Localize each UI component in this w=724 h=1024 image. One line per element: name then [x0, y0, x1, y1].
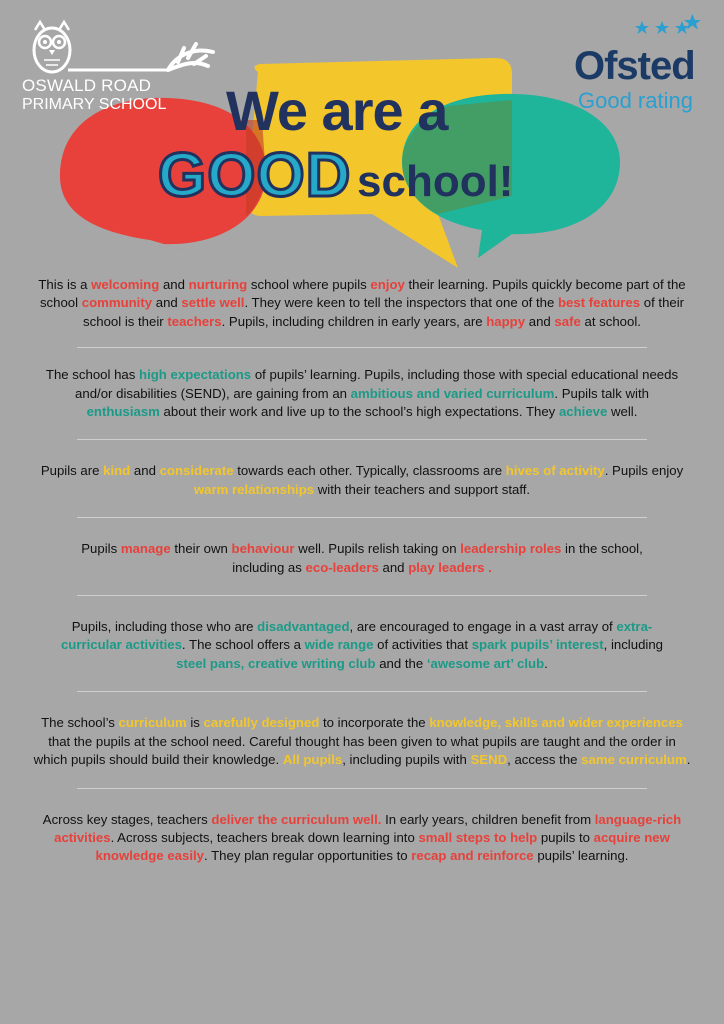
- paragraph-text: pupils to: [537, 829, 594, 845]
- highlighted-phrase: enthusiasm: [86, 404, 160, 420]
- paragraph-text: .: [544, 655, 548, 671]
- highlighted-phrase: nurturing: [188, 277, 248, 292]
- paragraph-text: with their teachers and support staff.: [314, 481, 531, 497]
- highlighted-phrase: extra-curricular activities: [60, 619, 653, 653]
- highlighted-phrase: warm relationships: [193, 481, 315, 497]
- paragraph-text: at school.: [580, 313, 641, 329]
- highlighted-phrase: manage: [120, 541, 171, 557]
- school-name-line2: PRIMARY SCHOOL: [22, 96, 167, 113]
- highlighted-phrase: safe: [554, 313, 581, 329]
- highlighted-phrase: welcoming: [91, 277, 160, 292]
- paragraph-text: . The school offers a: [181, 637, 305, 653]
- divider: [77, 347, 647, 348]
- paragraph-text: , access the: [507, 752, 582, 768]
- paragraph-text: of their school is their: [83, 295, 685, 329]
- paragraph-text: , are encouraged to engage in a vast array of: [349, 619, 617, 635]
- owl-logo-icon: [18, 12, 218, 76]
- summary-paragraph: [30, 276, 694, 331]
- paragraph-text: Pupils: [81, 541, 121, 557]
- highlighted-phrase: curriculum: [118, 715, 187, 731]
- highlighted-phrase: wide range: [304, 637, 374, 653]
- paragraph-text: . Pupils talk with: [554, 385, 649, 401]
- paragraph-text: . They plan regular opportunities to: [204, 848, 412, 864]
- paragraph-text: . Pupils enjoy: [604, 463, 684, 479]
- paragraph-text: . Pupils, including children in early years, are: [221, 313, 487, 329]
- highlighted-phrase: knowledge, skills and wider experiences: [429, 715, 683, 731]
- ofsted-rating: Good rating: [578, 88, 693, 113]
- paragraph-text: .: [686, 752, 691, 768]
- paragraph-text: The school has: [45, 367, 140, 383]
- paragraph-text: and: [159, 277, 189, 292]
- paragraph-text: to incorporate the: [319, 715, 430, 731]
- paragraph-text: and: [378, 559, 409, 575]
- paragraph-text: Pupils, including those who are: [71, 619, 258, 635]
- highlighted-phrase: spark pupils’ interest: [471, 637, 604, 653]
- headline-good: GOOD: [158, 141, 352, 210]
- ofsted-wordmark: Ofsted: [574, 44, 695, 88]
- highlighted-phrase: acquire new knowledge easily: [95, 829, 670, 864]
- highlighted-phrase: small steps to help: [418, 829, 538, 845]
- highlighted-phrase: play leaders .: [408, 559, 492, 575]
- highlighted-phrase: disadvantaged: [257, 619, 350, 635]
- highlighted-phrase: carefully designed: [203, 715, 320, 731]
- paragraph-text: of activities that: [373, 637, 472, 653]
- summary-paragraph: [30, 462, 694, 499]
- paragraph-text: This is a: [38, 277, 92, 292]
- paragraph-text: In early years, children benefit from: [381, 811, 595, 827]
- ofsted-badge: [570, 14, 710, 114]
- paragraph-text: about their work and live up to the school’s high expectations. They: [159, 404, 559, 420]
- paragraph-text: is: [186, 715, 204, 731]
- paragraph-text: Across key stages, teachers: [42, 811, 212, 827]
- paragraph-text: and the: [375, 655, 427, 671]
- highlighted-phrase: enjoy: [370, 277, 405, 292]
- paragraph-text: pupils’ learning.: [533, 848, 629, 864]
- paragraph-text: well.: [607, 404, 638, 420]
- summary-paragraph: [30, 618, 694, 673]
- school-name-line1: OSWALD ROAD: [22, 76, 152, 95]
- paragraph-text: towards each other. Typically, classrooms are: [233, 463, 506, 479]
- highlighted-phrase: recap and reinforce: [411, 848, 534, 864]
- highlighted-phrase: language-rich activities: [54, 811, 682, 845]
- school-logo: [18, 12, 218, 112]
- headline-line1: We are a: [226, 79, 448, 142]
- highlighted-phrase: achieve: [558, 404, 608, 420]
- highlighted-phrase: ambitious and varied curriculum: [350, 385, 555, 401]
- ofsted-stars-icon: [570, 14, 710, 44]
- highlighted-phrase: SEND: [470, 752, 508, 768]
- highlighted-phrase: community: [81, 295, 153, 311]
- paragraph-text: their learning. Pupils quickly become part of the school: [39, 277, 686, 311]
- paragraph-text: in the school, including as: [232, 541, 643, 575]
- paragraph-text: that the pupils at the school need. Careful thought has been given to what pupils are taught and the order in which pupils should build their knowledge.: [33, 733, 676, 768]
- highlighted-phrase: considerate: [159, 463, 234, 479]
- highlighted-phrase: kind: [103, 463, 131, 479]
- highlighted-phrase: high expectations: [139, 367, 252, 383]
- paragraph-text: , including pupils with: [342, 752, 471, 768]
- divider: [77, 439, 647, 440]
- inspection-summary: [30, 276, 694, 866]
- headline-school: school!: [357, 157, 514, 206]
- highlighted-phrase: behaviour: [231, 541, 295, 557]
- paragraph-text: and: [525, 313, 555, 329]
- highlighted-phrase: happy: [486, 313, 526, 329]
- paragraph-text: Pupils are: [40, 463, 104, 479]
- summary-paragraph: [30, 811, 694, 866]
- highlighted-phrase: deliver the curriculum well.: [211, 811, 382, 827]
- hero-banner: [0, 0, 724, 270]
- highlighted-phrase: ‘awesome art’ club: [426, 655, 545, 671]
- highlighted-phrase: best features: [557, 295, 641, 311]
- paragraph-text: . They were keen to tell the inspectors that one of the: [244, 295, 558, 311]
- highlighted-phrase: eco-leaders: [305, 559, 379, 575]
- highlighted-phrase: leadership roles: [460, 541, 562, 557]
- summary-paragraph: [30, 366, 694, 421]
- divider: [77, 691, 647, 692]
- highlighted-phrase: hives of activity: [505, 463, 605, 479]
- paragraph-text: , including: [603, 637, 664, 653]
- divider: [77, 517, 647, 518]
- paragraph-text: and: [130, 463, 160, 479]
- summary-paragraph: [30, 540, 694, 577]
- highlighted-phrase: teachers: [167, 313, 222, 329]
- divider: [77, 788, 647, 789]
- paragraph-text: The school’s: [41, 715, 119, 731]
- summary-paragraph: [30, 714, 694, 769]
- paragraph-text: their own: [170, 541, 232, 557]
- paragraph-text: well. Pupils relish taking on: [294, 541, 461, 557]
- paragraph-text: . Across subjects, teachers break down learning into: [110, 829, 419, 845]
- highlighted-phrase: All pupils: [282, 752, 343, 768]
- highlighted-phrase: steel pans, creative writing club: [176, 655, 376, 671]
- paragraph-text: and: [152, 295, 182, 311]
- paragraph-text: school where pupils: [247, 277, 371, 292]
- highlighted-phrase: settle well: [181, 295, 245, 311]
- paragraph-text: of pupils’ learning. Pupils, including those with special educational needs and/or disabilities (SEND), are gaining from an: [75, 367, 679, 401]
- highlighted-phrase: same curriculum: [581, 752, 687, 768]
- divider: [77, 595, 647, 596]
